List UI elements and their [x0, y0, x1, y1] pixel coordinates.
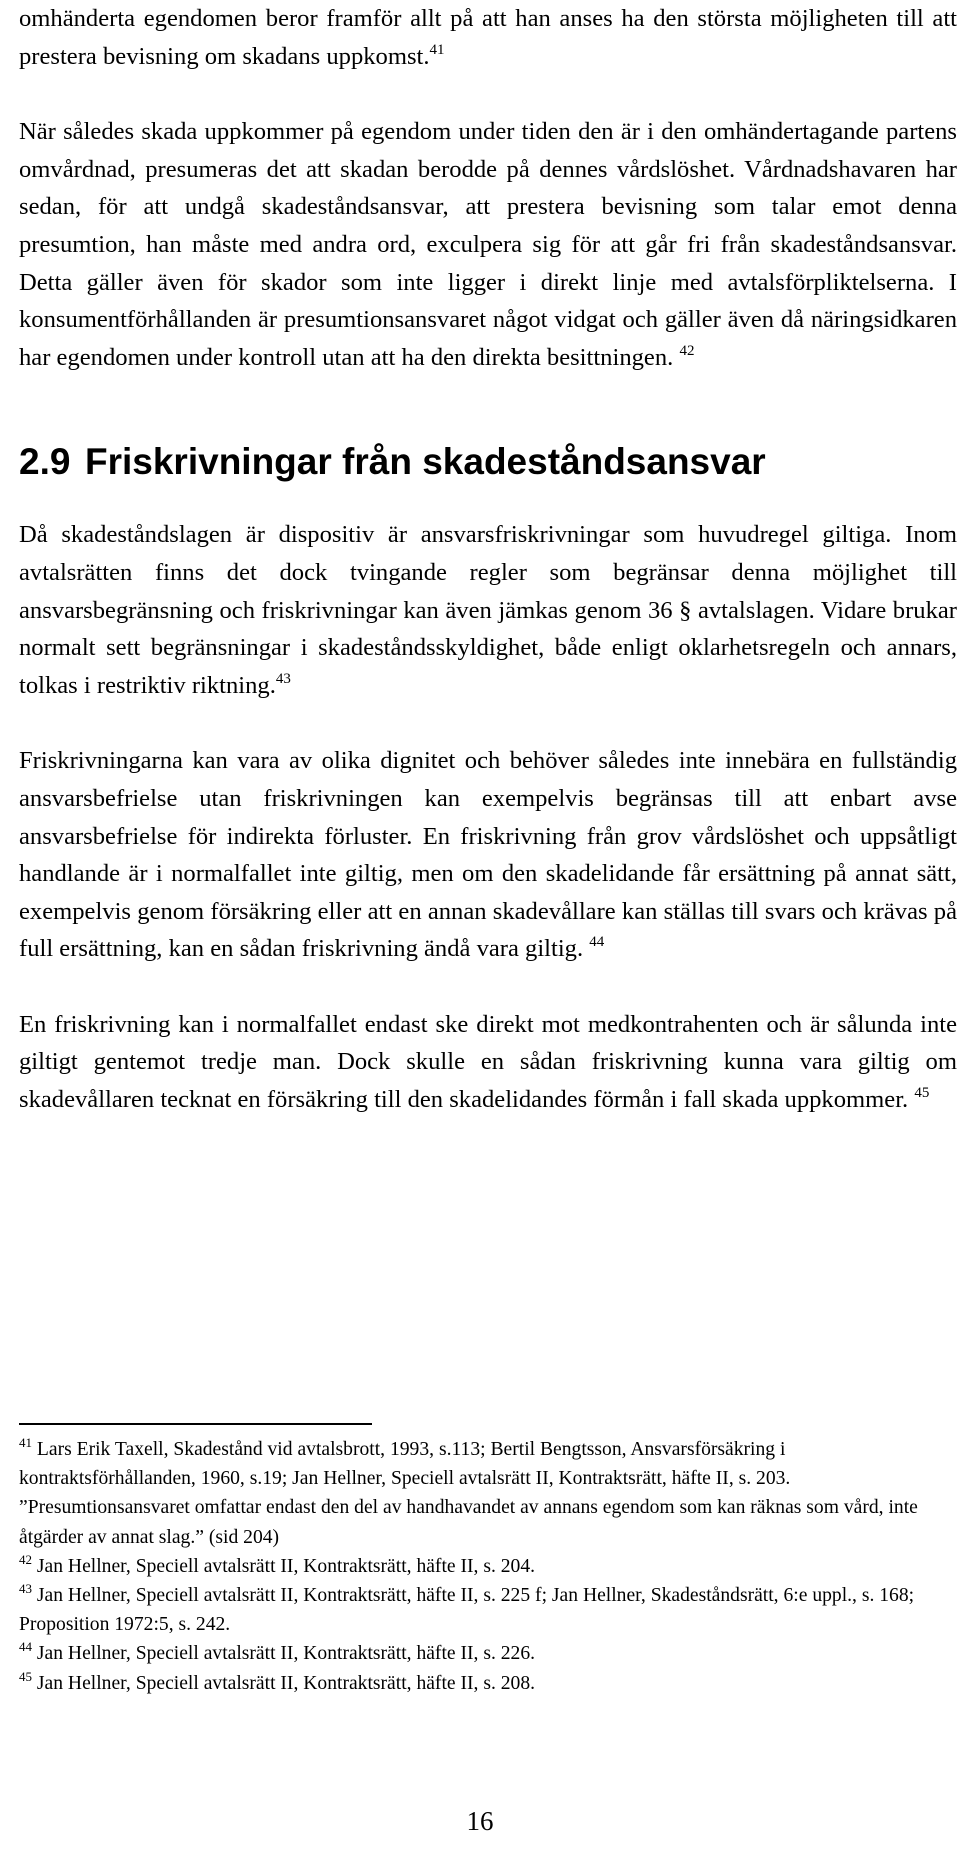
footnote-text: Lars Erik Taxell, Skadestånd vid avtalsbrott, 1993, s.113; Bertil Bengtsson, Ansvarsförsäkring i kontraktsförhållanden, 1960, s.19; Jan Hellner, Speciell avtalsrätt II, Kontraktsrätt, häfte II, s. 203. ”Presumtionsansvaret omfattar endast den del av handhavandet av annans egendom som kan räknas som vård, inte åtgärder av annat slag.” (sid 204) [19, 1439, 918, 1548]
footnote-43 [19, 1581, 957, 1639]
paragraph-text: Då skadeståndslagen är dispositiv är ansvarsfriskrivningar som huvudregel giltiga. Inom avtalsrätten finns det dock tvingande regler som begränsar denna möjlighet till ansvarsbegränsning och friskrivningar kan även jämkas genom 36 § avtalslagen. Vidare brukar normalt sett begränsningar i skadeståndsskyldighet, både enligt oklarhetsregeln och annars, tolkas i restriktiv riktning. [19, 521, 957, 699]
footnote-number: 41 [19, 1435, 32, 1450]
paragraph-2 [19, 113, 957, 376]
footnote-text: Jan Hellner, Speciell avtalsrätt II, Kontraktsrätt, häfte II, s. 208. [36, 1672, 536, 1694]
paragraph-text: Friskrivningarna kan vara av olika dignitet och behöver således inte innebära en fullständig ansvarsbefrielse utan friskrivningen kan exempelvis begränsas till att enbart avse ansvarsbefrielse för indirekta förluster. En friskrivning från grov vårdslöshet och uppsåtligt handlande är i normalfallet inte giltig, men om den skadelidande får ersättning på annat sätt, exempelvis genom försäkring eller att en annan skadevållare kan ställas till svars och krävas på full ersättning, kan en sådan friskrivning ändå vara giltig. [19, 747, 957, 963]
paragraph-3 [19, 516, 957, 704]
footnote-ref-44[interactable]: 44 [589, 934, 605, 951]
footnote-42 [19, 1552, 957, 1581]
section-number: 2.9 [19, 441, 71, 483]
footnote-ref-42[interactable]: 42 [679, 342, 695, 359]
section-title: Friskrivningar från skadeståndsansvar [85, 441, 766, 483]
footnote-44 [19, 1639, 957, 1668]
footnote-divider [19, 1423, 372, 1425]
footnotes [19, 1435, 957, 1698]
footnote-number: 43 [19, 1581, 32, 1597]
footnote-text: Jan Hellner, Speciell avtalsrätt II, Kontraktsrätt, häfte II, s. 225 f; Jan Hellner, Skadeståndsrätt, 6:e uppl., s. 168; Proposition 1972:5, s. 242. [19, 1585, 915, 1636]
paragraph-text: omhänderta egendomen beror framför allt på att han anses ha den största möjligheten till att prestera bevisning om skadans uppkomst. [19, 5, 957, 70]
body-text [19, 0, 957, 1119]
footnote-number: 44 [19, 1639, 32, 1655]
footnote-number: 42 [19, 1551, 32, 1567]
paragraph-1 [19, 0, 957, 75]
paragraph-text: En friskrivning kan i normalfallet endast ske direkt mot medkontrahenten och är sålunda inte giltigt gentemot tredje man. Dock skulle en sådan friskrivning kunna vara giltig om skadevållaren tecknat en försäkring till den skadelidandes förmån i fall skada uppkommer. [19, 1010, 957, 1114]
footnote-number: 45 [19, 1668, 32, 1684]
section-heading [19, 442, 957, 482]
footnote-text: Jan Hellner, Speciell avtalsrätt II, Kontraktsrätt, häfte II, s. 204. [36, 1555, 536, 1577]
footnote-45 [19, 1669, 957, 1698]
paragraph-5 [19, 1006, 957, 1119]
page-number: 16 [466, 1806, 494, 1836]
paragraph-4 [19, 742, 957, 968]
footnote-ref-43[interactable]: 43 [275, 670, 291, 687]
footnote-41 [19, 1435, 957, 1552]
footnote-text: Jan Hellner, Speciell avtalsrätt II, Kontraktsrätt, häfte II, s. 226. [36, 1643, 536, 1665]
footnote-ref-41[interactable]: 41 [429, 41, 445, 58]
footnote-ref-45[interactable]: 45 [914, 1085, 930, 1102]
paragraph-text: När således skada uppkommer på egendom under tiden den är i den omhändertagande partens omvårdnad, presumeras det att skadan berodde på dennes vårdslöshet. Vårdnadshavaren har sedan, för att undgå skadeståndsansvar, att prestera bevisning som talar emot denna presumtion, han måste med andra ord, exculpera sig för att går fri från skadeståndsansvar. Detta gäller även för skador som inte ligger i direkt linje med avtalsförpliktelserna. I konsumentförhållanden är presumtionsansvaret något vidgat och gäller även då näringsidkaren har egendomen under kontroll utan att ha den direkta besittningen. [19, 118, 957, 371]
